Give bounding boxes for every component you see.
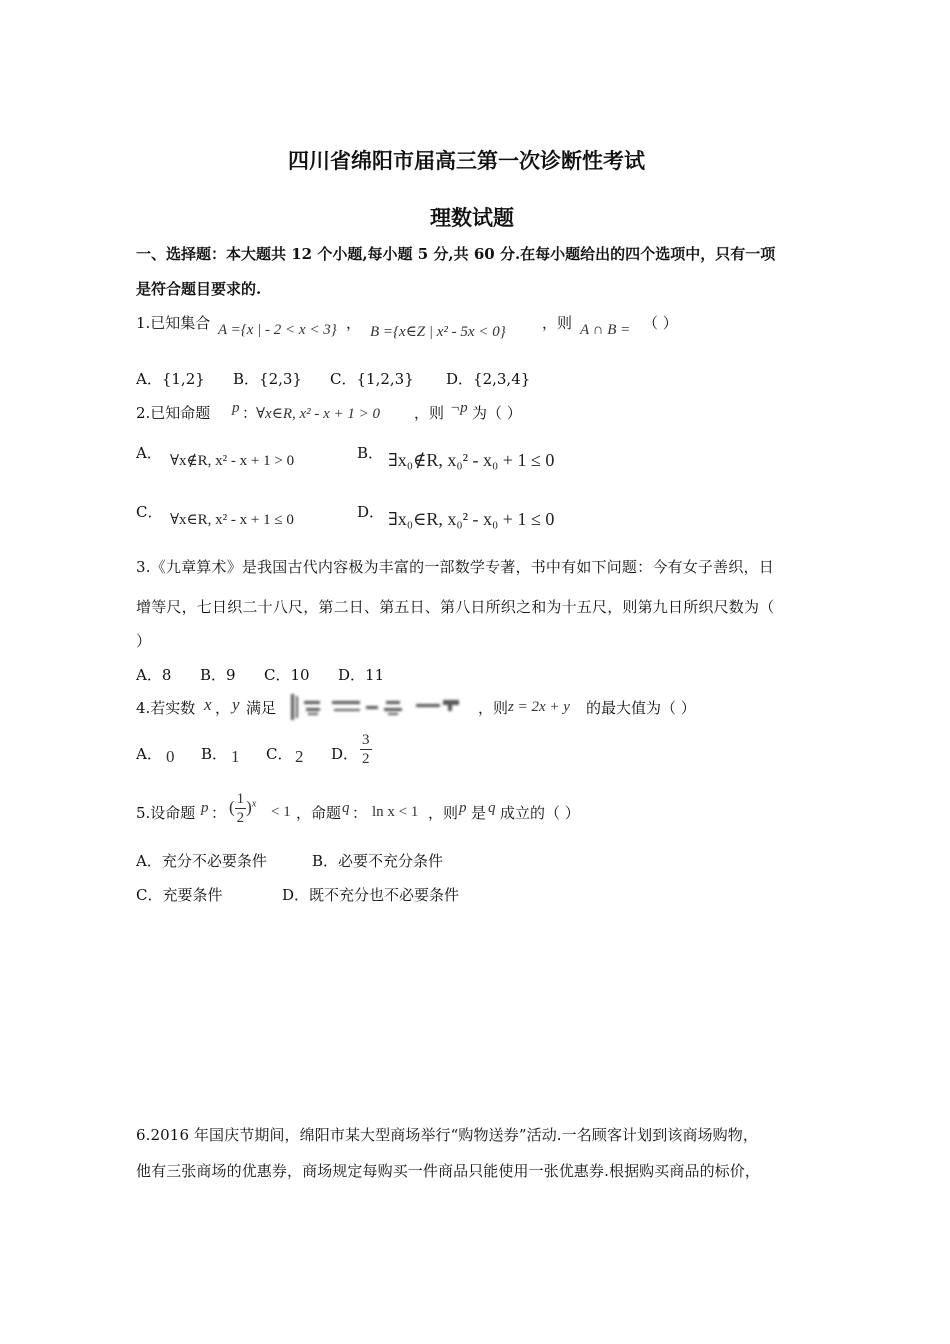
q3-choice-c <box>264 664 310 685</box>
q1-set-b: B ={x∈Z | x² - 5x < 0} <box>370 324 506 340</box>
q3-choice-d <box>338 664 384 685</box>
fraction <box>235 792 247 826</box>
section-heading-line2: 是符合题目要求的. <box>136 280 262 298</box>
q3-line2: 增等尺，七日织二十八尺，第二日、第五日、第八日所织之和为十五尺，则第九日所织尺数为（ <box>136 598 775 616</box>
fraction <box>360 733 372 767</box>
q5-colon: ： <box>211 804 227 822</box>
q2-prop: ∀x∈R, x² - x + 1 > 0 <box>256 406 381 422</box>
q2-choice-c-value: ∀x∈R, x² - x + 1 ≤ 0 <box>170 512 294 528</box>
choice-value: 充分不必要条件 <box>161 852 267 870</box>
q1-then: ，则 <box>542 314 573 332</box>
q1-choice-a <box>136 368 205 389</box>
q1-paren: （ ） <box>643 314 678 332</box>
question-1 <box>136 312 210 342</box>
q5-frac-expr <box>229 792 256 826</box>
q2-choice-d-value: ∃x₀∈R, x₀² - x₀ + 1 ≤ 0 <box>388 509 555 529</box>
q4-prefix: 4.若实数 <box>136 699 196 717</box>
document-subtitle: 理数试题 <box>430 205 514 230</box>
q4-comma: ， <box>215 699 231 717</box>
q2-colon: ： <box>242 404 258 422</box>
q4-choice-c-label: C． <box>266 745 293 763</box>
q5-p: p <box>201 800 209 816</box>
q5-suffix: 成立的（ ） <box>500 804 580 822</box>
q4-choice-a-value: 0 <box>166 747 175 766</box>
q3-line1: 3.《九章算术》是我国古代内容极为丰富的一部数学专著，书中有如下问题：今有女子善织，日 <box>136 558 774 576</box>
choice-label: D． <box>446 370 474 388</box>
choice-value: 11 <box>365 666 385 684</box>
q5-q: q <box>342 800 350 816</box>
q5-q2: q <box>488 800 496 816</box>
choice-label: C． <box>264 666 291 684</box>
q2-choice-c-label: C． <box>136 503 163 521</box>
q1-choice-c <box>330 368 414 389</box>
q2-then: ，则 <box>414 404 445 422</box>
q2-choice-a-label: A． <box>136 444 162 462</box>
q5-choice-d <box>282 884 459 905</box>
section-heading-line1: 一、选择题：本大题共 12 个小题,每小题 5 分,共 60 分.在每小题给出的四个选项中，只有一项 <box>136 245 776 263</box>
q1-expr: A ∩ B = <box>580 322 631 338</box>
q4-y: y <box>232 695 240 714</box>
fraction-denominator: 2 <box>236 810 245 826</box>
fraction-denominator: 2 <box>362 751 370 767</box>
q1-choice-b <box>233 368 302 389</box>
q3-choice-b <box>200 664 236 685</box>
q2-choice-a-value: ∀x∉R, x² - x + 1 > 0 <box>170 453 295 469</box>
q1-set-a: A ={x | - 2 < x < 3} <box>218 322 337 338</box>
close-paren: ) <box>246 797 252 817</box>
choice-label: A． <box>136 666 162 684</box>
q5-choice-c <box>136 884 223 905</box>
q5-then: ，则 <box>428 804 459 822</box>
choice-value: 充要条件 <box>162 886 223 904</box>
choice-value: 8 <box>161 666 172 684</box>
q4-choice-d-label: D． <box>331 745 359 763</box>
q5-ineq2: ln x < 1 <box>372 804 419 820</box>
constraint-system-image <box>288 692 474 722</box>
open-paren: ( <box>229 797 235 817</box>
q6-line1: 6.2016 年国庆节期间，绵阳市某大型商场举行“购物送券”活动.一名顾客计划到该商场购物， <box>136 1126 758 1144</box>
fraction-numerator: 3 <box>362 732 370 748</box>
q4-choice-c-value: 2 <box>295 747 304 766</box>
choice-value: {1,2,3} <box>356 370 414 388</box>
q1-choice-d <box>446 368 530 389</box>
choice-value: {2,3,4} <box>473 370 531 388</box>
q5-prefix: 5.设命题 <box>136 804 196 822</box>
fraction-numerator: 1 <box>236 791 245 807</box>
q4-choice-b-value: 1 <box>231 747 240 766</box>
q4-suffix: 的最大值为（ ） <box>586 699 696 717</box>
choice-value: 9 <box>226 666 236 684</box>
exponent: x <box>251 798 257 810</box>
choice-value: 10 <box>290 666 310 684</box>
q2-choice-b-value: ∃x₀∉R, x₀² - x₀ + 1 ≤ 0 <box>388 450 555 470</box>
q2-choice-b-label: B． <box>357 444 384 462</box>
q5-colon2: ： <box>352 804 368 822</box>
q4-choice-a-label: A． <box>136 745 162 763</box>
choice-value: {1,2} <box>161 370 205 388</box>
q2-p: p <box>232 400 240 416</box>
q4-satisfy: 满足 <box>246 699 277 717</box>
q4-choice-d-value <box>360 733 372 767</box>
q2-negp: ¬p <box>450 400 468 416</box>
q2-prefix: 2.已知命题 <box>136 404 211 422</box>
choice-label: B． <box>233 370 260 388</box>
q5-p2: p <box>459 800 467 816</box>
choice-value: 必要不充分条件 <box>338 852 444 870</box>
q5-is: 是 <box>471 804 487 822</box>
q5-choice-a <box>136 850 267 871</box>
q3-line3: ） <box>136 632 152 650</box>
choice-label: B． <box>200 666 227 684</box>
choice-label: D． <box>282 886 310 904</box>
q6-line2: 他有三张商场的优惠券，商场规定每购买一件商品只能使用一张优惠券.根据购买商品的标价， <box>136 1162 760 1180</box>
choice-value: {2,3} <box>259 370 302 388</box>
choice-label: C． <box>330 370 357 388</box>
q3-choice-a <box>136 664 171 685</box>
choice-value: 既不充分也不必要条件 <box>309 886 460 904</box>
q1-sep: ， <box>346 314 362 332</box>
choice-label: B． <box>312 852 339 870</box>
choice-label: C． <box>136 886 163 904</box>
q2-choice-d-label: D． <box>357 503 385 521</box>
q2-suffix: 为（ ） <box>472 404 522 422</box>
choice-label: A． <box>136 852 162 870</box>
q5-ineq1: < 1 <box>271 804 291 820</box>
q4-then: ，则 <box>478 699 509 717</box>
q4-objective: z = 2x + y <box>508 699 570 715</box>
q1-prefix: 1.已知集合 <box>136 314 211 332</box>
q4-x: x <box>204 695 212 714</box>
choice-label: A． <box>136 370 162 388</box>
choice-label: D． <box>338 666 366 684</box>
q5-mid: ，命题 <box>296 804 342 822</box>
q4-choice-b-label: B． <box>201 745 228 763</box>
document-title: 四川省绵阳市届高三第一次诊断性考试 <box>288 148 645 173</box>
q5-choice-b <box>312 850 443 871</box>
